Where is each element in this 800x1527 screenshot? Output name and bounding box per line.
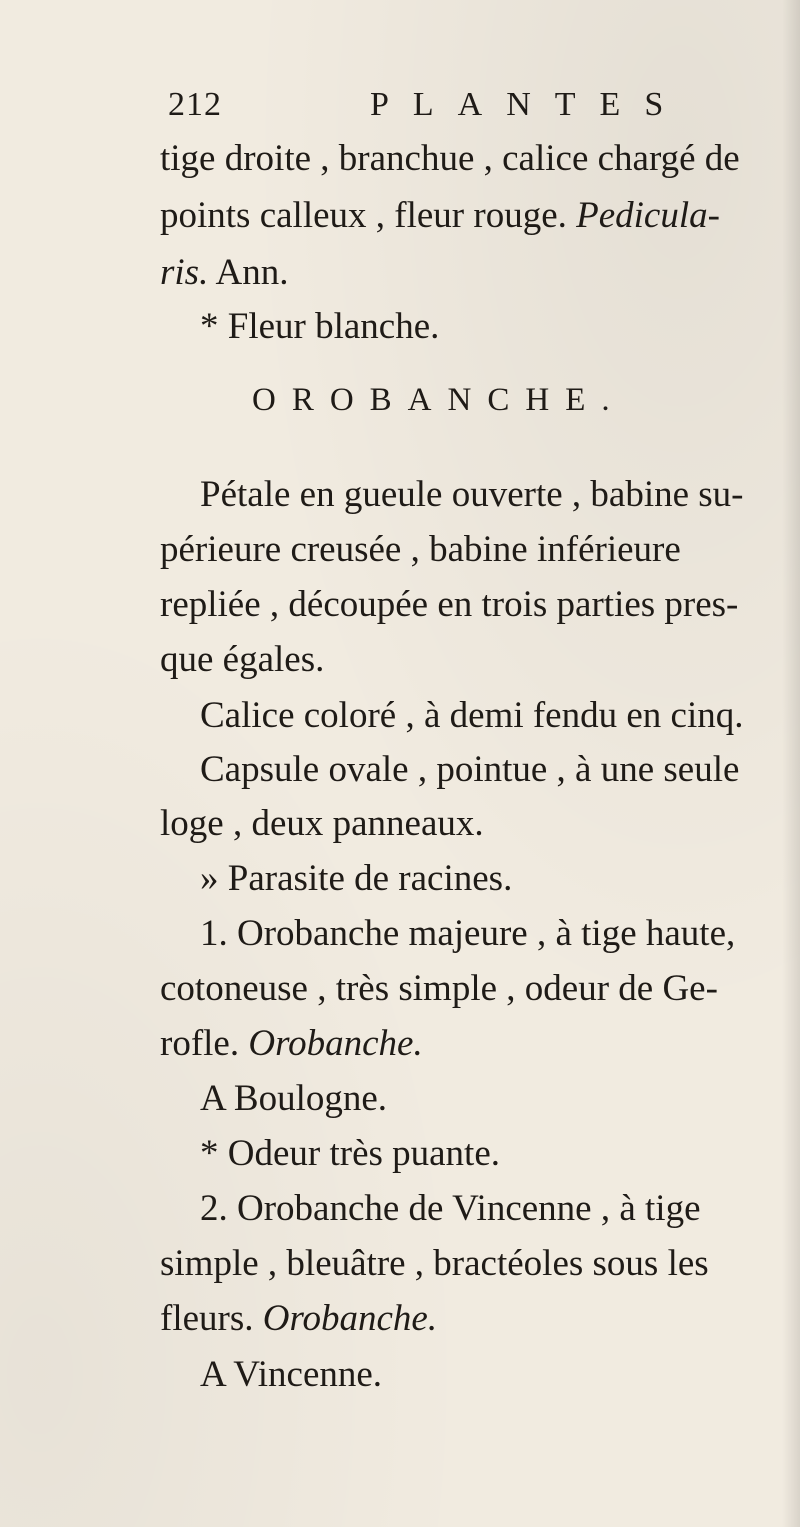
text-segment: points calleux , fleur rouge. — [160, 195, 567, 236]
text-line: » Parasite de racines. — [200, 858, 513, 899]
page-number: 212 — [168, 86, 222, 123]
text-line — [160, 1300, 437, 1337]
text-line: périeure creusée , babine inférieure — [160, 529, 681, 570]
text-line: Capsule ovale , pointue , à une seule — [200, 749, 740, 790]
section-title: OROBANCHE. — [252, 382, 626, 418]
text-line: simple , bleuâtre , bractéoles sous les — [160, 1243, 709, 1284]
text-line — [160, 254, 289, 291]
text-segment: fleurs. — [160, 1298, 254, 1339]
variety-note: * Fleur blanche. — [200, 306, 440, 347]
latin-name: Orobanche. — [248, 1023, 423, 1064]
text-segment: rofle. — [160, 1023, 240, 1064]
species-entry: 1. Orobanche majeure , à tige haute, — [200, 913, 736, 954]
text-line — [160, 197, 720, 234]
locality: A Boulogne. — [200, 1078, 388, 1119]
text-line: que égales. — [160, 639, 325, 680]
text-line: repliée , découpée en trois parties pres- — [160, 584, 739, 625]
duration-abbrev: Ann. — [208, 252, 289, 293]
species-entry: 2. Orobanche de Vincenne , à tige — [200, 1188, 701, 1229]
text-line: loge , deux panneaux. — [160, 803, 484, 844]
text-line — [160, 1025, 423, 1062]
variety-note: * Odeur très puante. — [200, 1133, 501, 1174]
page-edge-shadow — [782, 0, 800, 1527]
running-title: PLANTES — [370, 86, 688, 123]
locality: A Vincenne. — [200, 1354, 383, 1395]
text-line: Calice coloré , à demi fendu en cinq. — [200, 695, 744, 736]
text-line: cotoneuse , très simple , odeur de Ge- — [160, 968, 718, 1009]
latin-name: Orobanche. — [262, 1298, 438, 1339]
text-line: tige droite , branchue , calice chargé de — [160, 138, 740, 179]
latin-name: ris. — [160, 252, 209, 293]
latin-name: Pedicula- — [576, 195, 720, 236]
text-line: Pétale en gueule ouverte , babine su- — [200, 474, 744, 515]
